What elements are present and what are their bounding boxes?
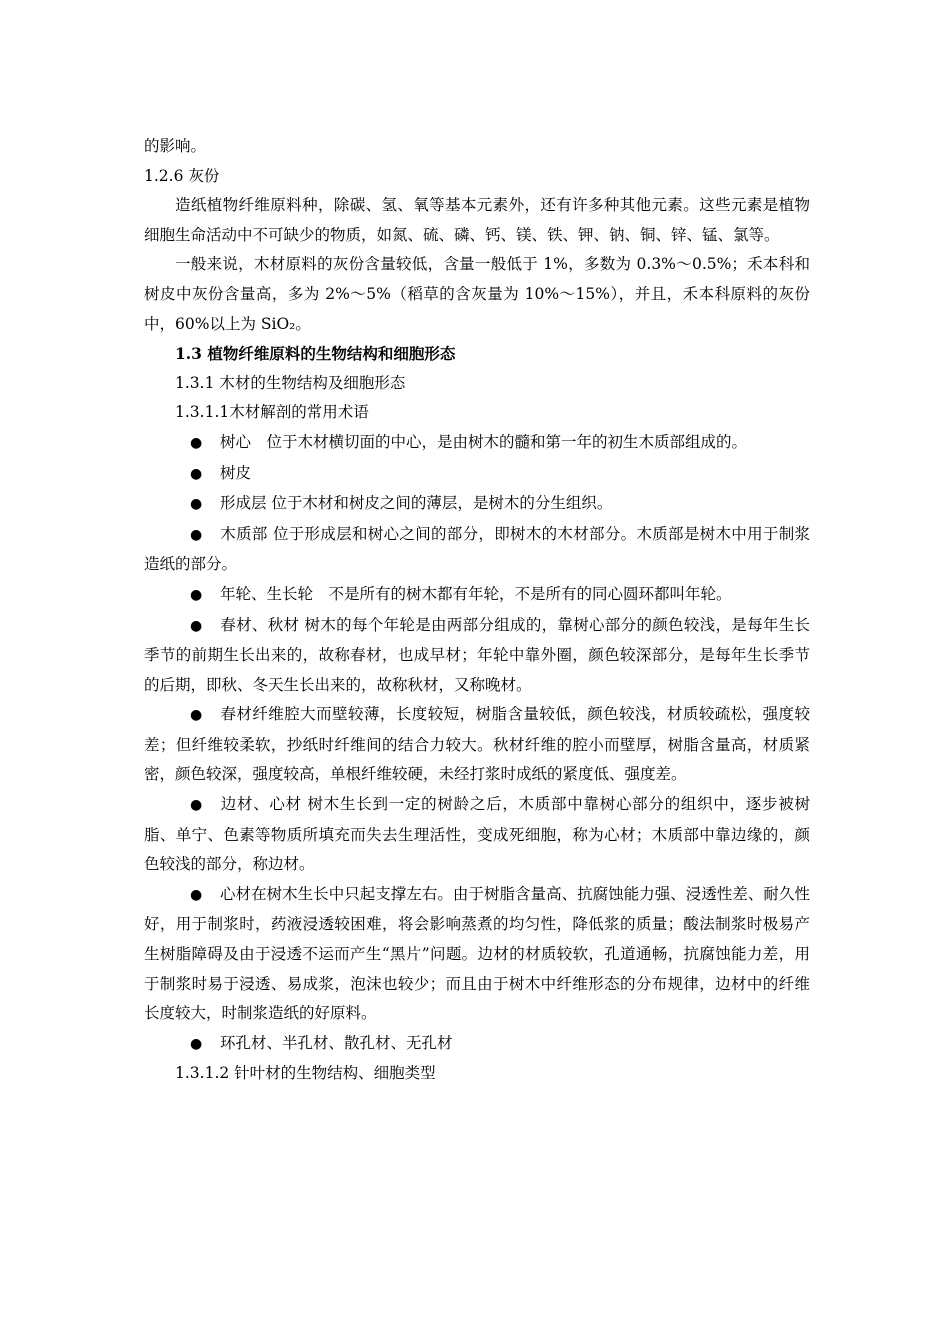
bullet-item — [144, 580, 810, 611]
bullet-item — [144, 459, 810, 490]
bullet-icon: ● — [190, 1035, 203, 1052]
subsection-heading: 1.3.1 木材的生物结构及细胞形态 — [175, 373, 406, 392]
bullet-icon: ● — [190, 797, 203, 814]
paragraph: 一般来说，木材原料的灰份含量较低，含量一般低于 1%，多数为 0.3%～0.5%；禾本科和树皮中灰份含量高，多为 2%～5%（稻草的含灰量为 10%～15%），并且，禾本科原料的灰份中，60%以上为 SiO₂。 — [144, 255, 810, 333]
bullet-text: 边材、心材 树木生长到一定的树龄之后，木质部中靠树心部分的组织中，逐步被树脂、单宁、色素等物质所填充而失去生理活性，变成死细胞，称为心材；木质部中靠边缘的，颜色较浅的部分，称边材。 — [144, 795, 810, 874]
bullet-icon: ● — [190, 886, 203, 903]
bullet-item — [144, 489, 810, 520]
bullet-icon: ● — [190, 465, 203, 482]
bullet-text: 树皮 — [220, 463, 252, 482]
bullet-icon: ● — [190, 586, 203, 603]
bullet-item — [144, 790, 810, 880]
bullet-icon: ● — [190, 496, 203, 513]
subsection-heading: 1.3.1.1木材解剖的常用术语 — [175, 403, 369, 422]
bullet-item — [144, 880, 810, 1029]
bullet-item — [144, 428, 810, 459]
bullet-icon: ● — [190, 617, 203, 634]
document-page — [144, 132, 810, 1089]
bullet-item — [144, 1029, 810, 1060]
bullet-text: 年轮、生长轮 不是所有的树木都有年轮，不是所有的同心圆环都叫年轮。 — [220, 584, 732, 603]
bullet-icon: ● — [190, 526, 203, 543]
bullet-item — [144, 700, 810, 790]
subsection-heading: 1.3.1.2 针叶材的生物结构、细胞类型 — [175, 1064, 436, 1083]
paragraph: 的影响。 — [144, 137, 207, 155]
bullet-text: 春材、秋材 树木的每个年轮是由两部分组成的，靠树心部分的颜色较浅，是每年生长季节的前期生长出来的，故称春材，也成早材；年轮中靠外圈，颜色较深部分，是每年生长季节的后期，即秋、冬天生长出来的，故称秋材，又称晚材。 — [144, 615, 810, 694]
bullet-text: 环孔材、半孔材、散孔材、无孔材 — [220, 1033, 453, 1052]
bullet-text: 形成层 位于木材和树皮之间的薄层，是树木的分生组织。 — [220, 494, 613, 513]
bullet-text: 木质部 位于形成层和树心之间的部分，即树木的木材部分。木质部是树木中用于制浆造纸的部分。 — [144, 524, 810, 574]
bullet-text: 心材在树木生长中只起支撑左右。由于树脂含量高、抗腐蚀能力强、浸透性差、耐久性好，用于制浆时，药液浸透较困难，将会影响蒸煮的均匀性，降低浆的质量；酸法制浆时极易产生树脂障碍及由于浸透不运而产生“黑片”问题。边材的材质较软，孔道通畅，抗腐蚀能力差，用于制浆时易于浸透、易成浆，泡沫也较少；而且由于树木中纤维形态的分布规律，边材中的纤维长度较大，时制浆造纸的好原料。 — [144, 884, 810, 1023]
bullet-icon: ● — [190, 434, 203, 451]
bullet-icon: ● — [190, 707, 203, 724]
bullet-text: 春材纤维腔大而壁较薄，长度较短，树脂含量较低，颜色较浅，材质较疏松，强度较差；但纤维较柔软，抄纸时纤维间的结合力较大。秋材纤维的腔小而壁厚，树脂含量高，材质紧密，颜色较深，强度较高，单根纤维较硬，未经打浆时成纸的紧度低、强度差。 — [144, 705, 810, 784]
section-heading-ash: 1.2.6 灰份 — [144, 166, 220, 185]
bullet-item — [144, 520, 810, 580]
bullet-item — [144, 611, 810, 701]
section-heading-structure: 1.3 植物纤维原料的生物结构和细胞形态 — [175, 344, 456, 364]
bullet-text: 树心 位于木材横切面的中心，是由树木的髓和第一年的初生木质部组成的。 — [220, 432, 748, 451]
paragraph: 造纸植物纤维原料种，除碳、氢、氧等基本元素外，还有许多种其他元素。这些元素是植物细胞生命活动中不可缺少的物质，如氮、硫、磷、钙、镁、铁、钾、钠、铜、锌、锰、氯等。 — [144, 196, 810, 244]
